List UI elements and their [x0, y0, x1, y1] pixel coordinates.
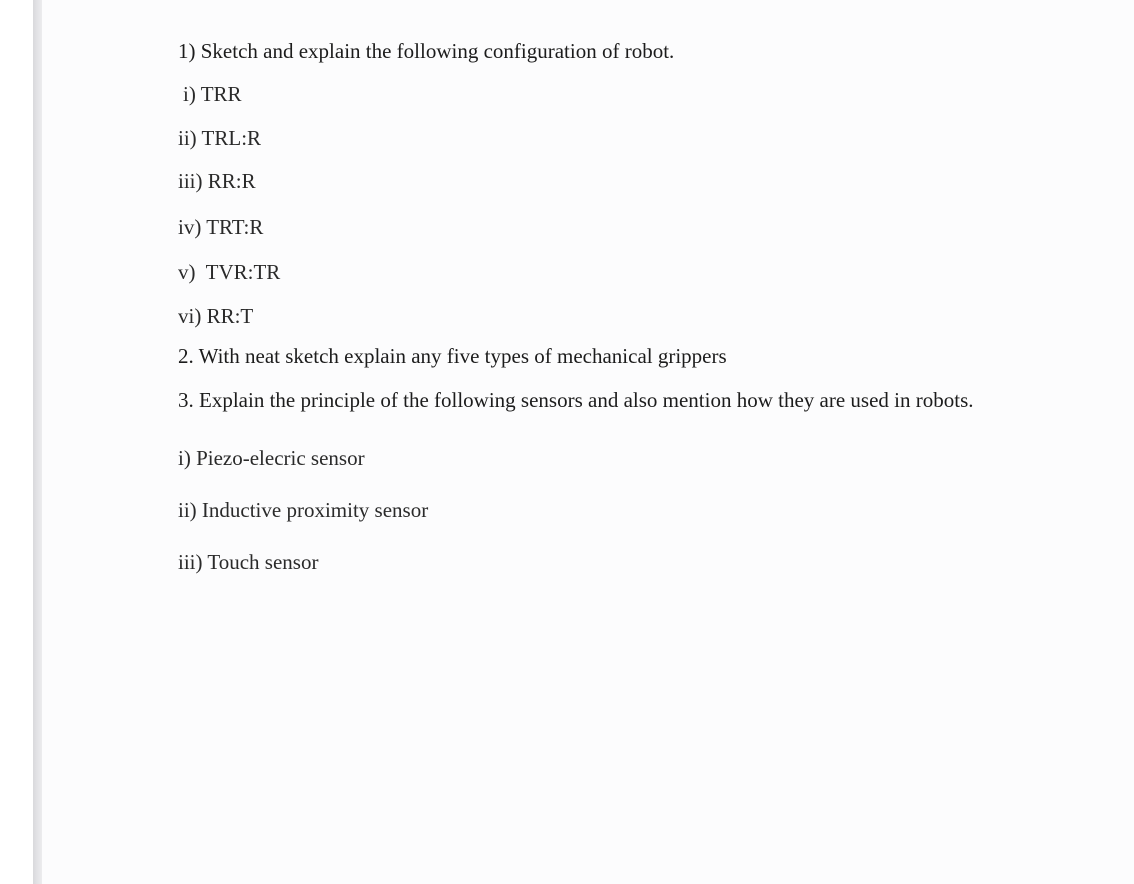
question-1-item-5: v) TVR:TR: [178, 260, 281, 284]
question-3-item-2: ii) Inductive proximity sensor: [178, 498, 429, 522]
question-1-heading: 1) Sketch and explain the following configuration of robot.: [178, 39, 675, 63]
question-3-item-3: iii) Touch sensor: [178, 550, 319, 574]
question-1-item-6: vi) RR:T: [178, 304, 254, 328]
question-3-heading: 3. Explain the principle of the following sensors and also mention how they are used in robots.: [178, 388, 974, 412]
question-1-item-1: i) TRR: [183, 82, 242, 106]
question-1-item-4: iv) TRT:R: [178, 215, 264, 239]
question-3-item-1: i) Piezo-elecric sensor: [178, 446, 365, 470]
page-left-edge: [33, 0, 42, 884]
left-gutter: [0, 0, 33, 884]
document-page: [42, 0, 1134, 884]
question-1-item-2: ii) TRL:R: [178, 126, 262, 150]
question-1-item-3: iii) RR:R: [178, 169, 256, 193]
question-2-heading: 2. With neat sketch explain any five types of mechanical grippers: [178, 344, 727, 368]
